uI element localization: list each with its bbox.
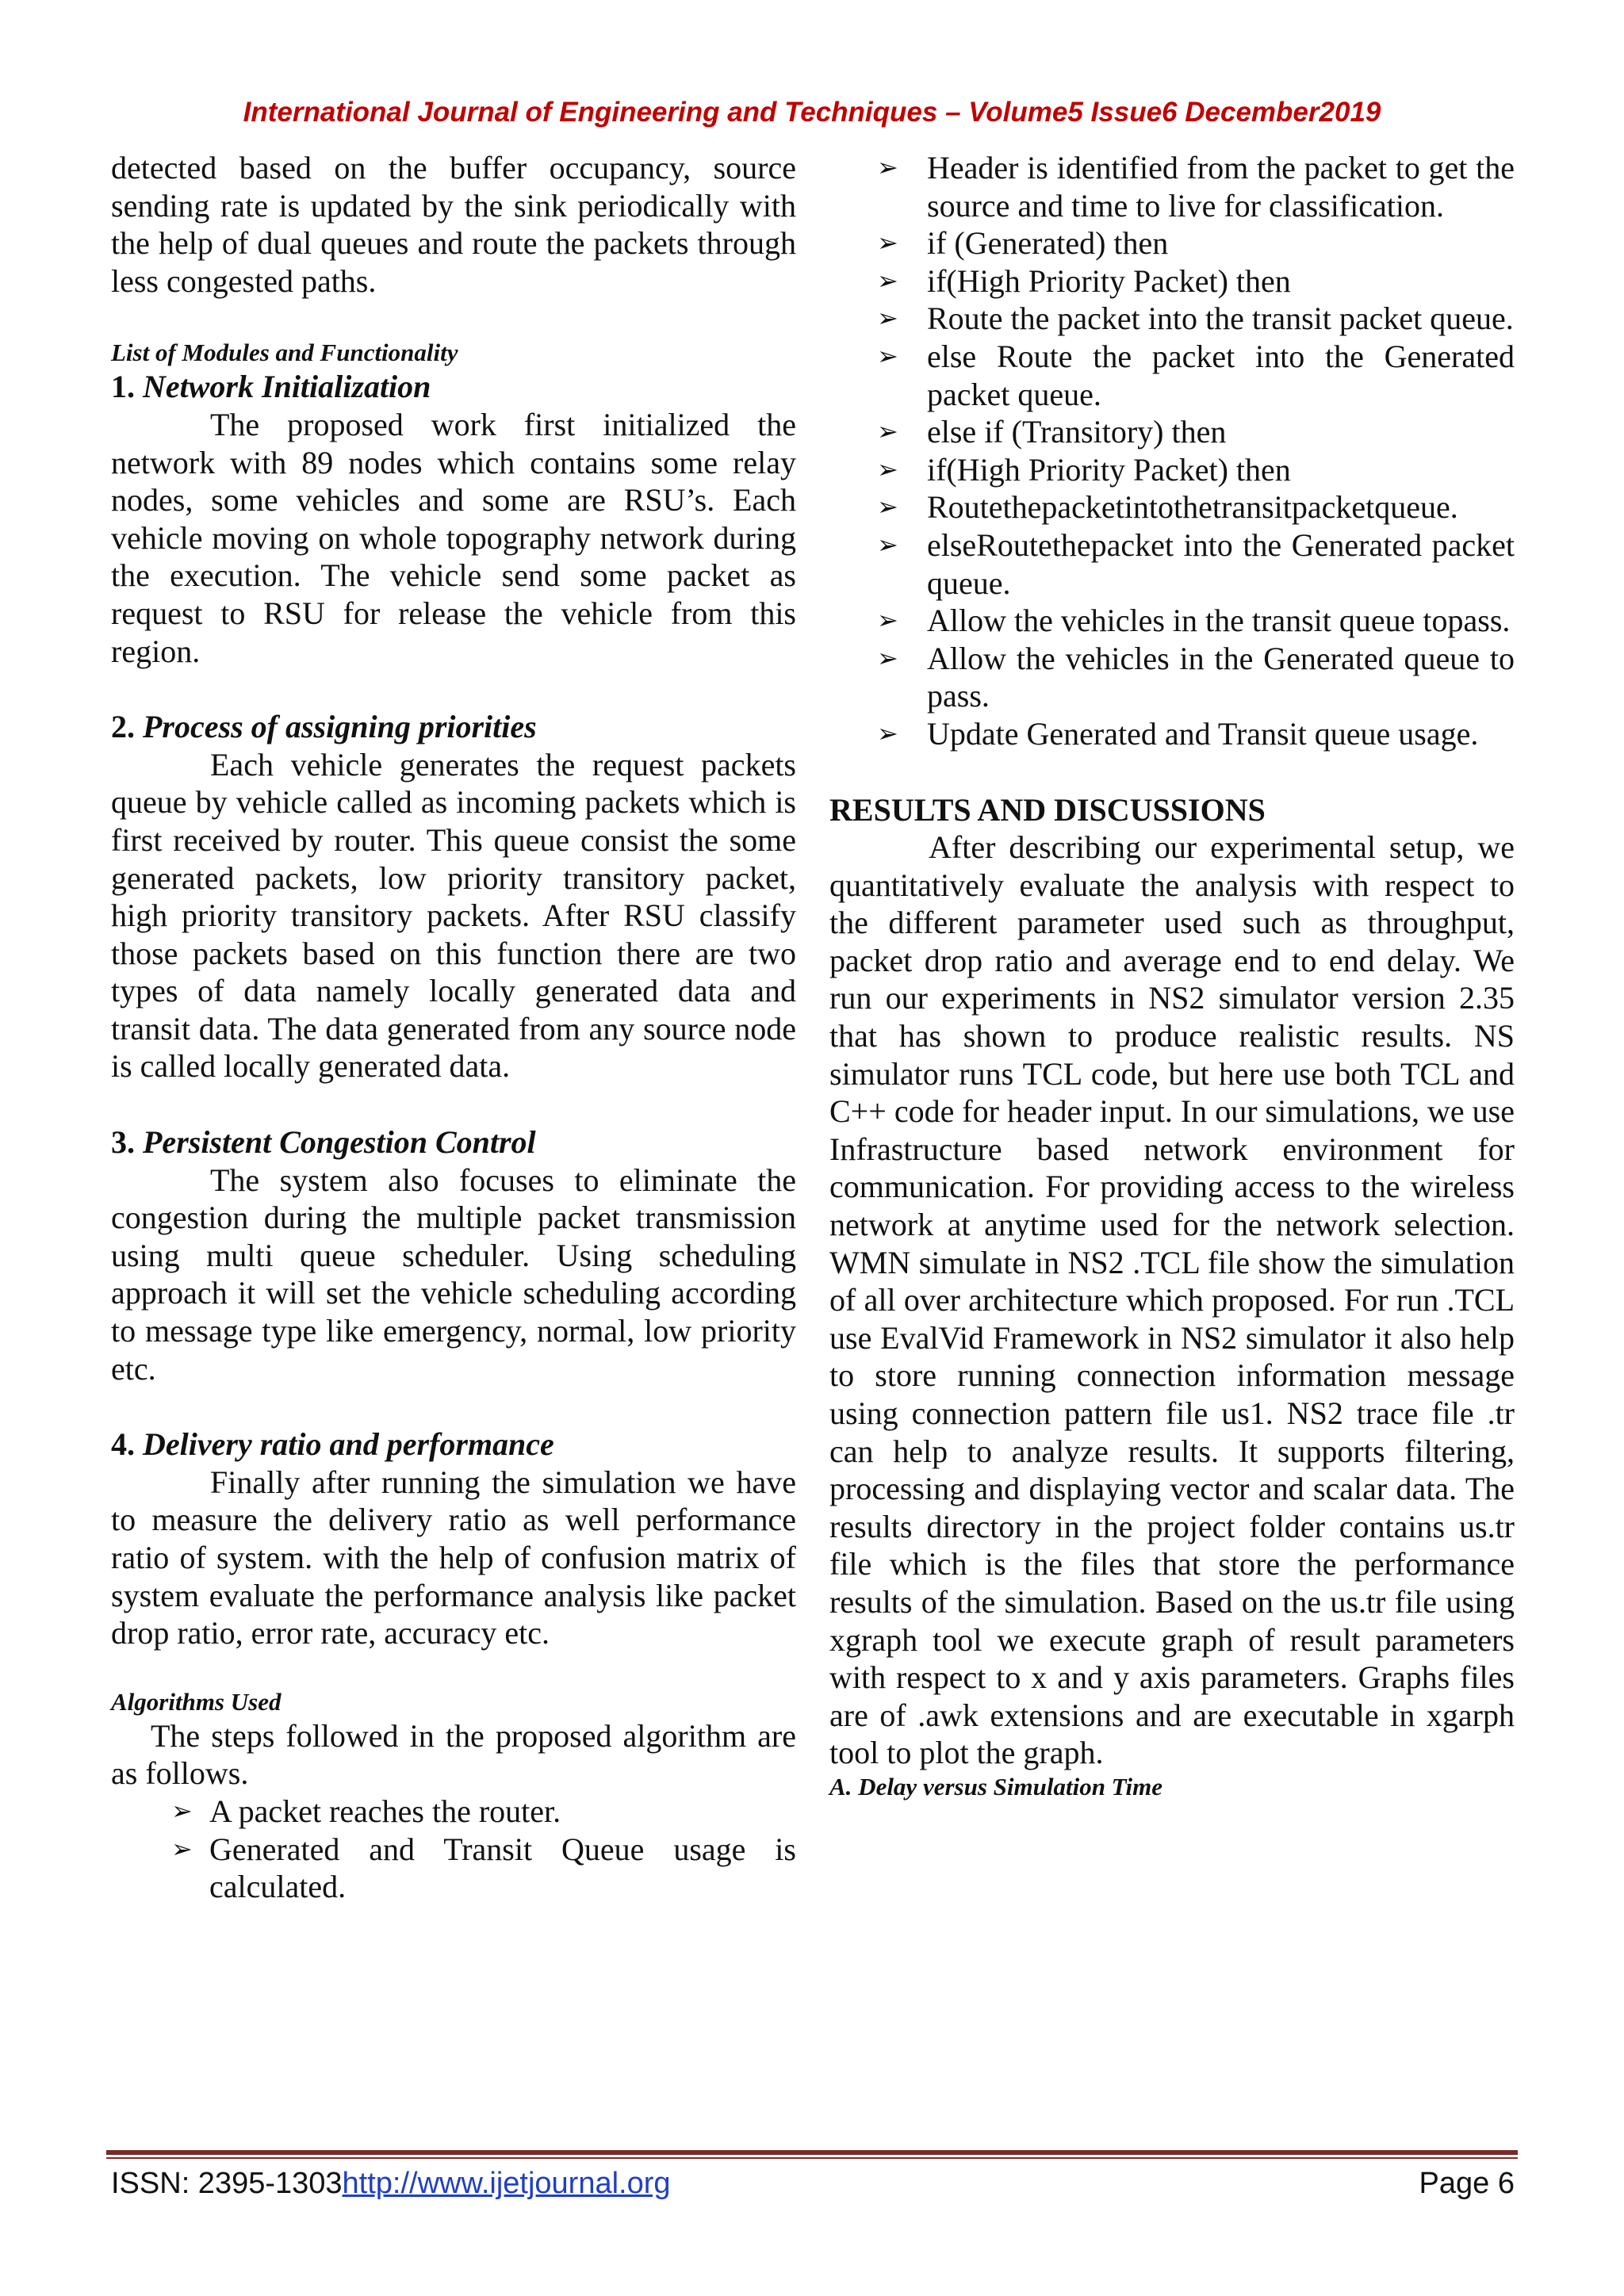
step-text: elseRoutethepacket into the Generated packet queue. [927, 526, 1515, 601]
results-heading: RESULTS AND DISCUSSIONS [829, 791, 1266, 828]
list-item [829, 413, 1515, 451]
algorithms-intro: The steps followed in the proposed algorithm are as follows. [111, 1717, 796, 1792]
step-text: if (Generated) then [927, 225, 1169, 262]
footer-rule [106, 2150, 1518, 2155]
list-item [829, 300, 1515, 338]
step-text: Route the packet into the transit packet queue. [927, 300, 1514, 337]
list-item [829, 149, 1515, 224]
module-3-title: Persistent Congestion Control [143, 1124, 536, 1161]
module-4-number: 4. [111, 1426, 135, 1463]
module-1-text: The proposed work first initialized the network with 89 nodes which contains some relay nodes, some vehicles and some are RSU’s. Each vehicle moving on whole topography network during the execution. The vehicle send some packet as request to RSU for release the vehicle from this region. [111, 406, 796, 669]
module-3-heading [111, 1123, 796, 1161]
footer-issn: ISSN: 2395-1303 [111, 2167, 343, 2200]
module-2-heading [111, 708, 796, 746]
arrow-bullet-icon: ➢ [877, 304, 898, 333]
algorithm-steps-list-cont [829, 149, 1515, 753]
step-text: Header is identified from the packet to get the source and time to live for classification. [927, 150, 1515, 224]
list-item [829, 224, 1515, 262]
module-2-text: Each vehicle generates the request packets queue by vehicle called as incoming packets which is first received by router. This queue consist the some generated packets, low priority transitory packet, high priority transitory packets. After RSU classify those packets based on this function there are two types of data namely locally generated data and transit data. The data generated from any source node is called locally generated data. [111, 746, 796, 1085]
results-text: After describing our experimental setup, we quantitatively evaluate the analysis with respect to the different parameter used such as throughput, packet drop ratio and average end to end delay. We run our experiments in NS2 simulator version 2.35 that has shown to produce realistic results. NS simulator runs TCL code, but here use both TCL and C++ code for header input. In our simulations, we use Infrastructure based network environment for communication. For providing access to the wireless network at anytime used for the network selection. WMN simulate in NS2 .TCL file show the simulation of all over architecture which proposed. For run .TCL use EvalVid Framework in NS2 simulator it also help to store running connection information message using connection pattern file us1. NS2 trace file .tr can help to analyze results. It supports filtering, processing and displaying vector and scalar data. The results directory in the project folder contains us.tr file which is the files that store the performance results of the simulation. Based on the us.tr file using xgraph tool we execute graph of result parameters with respect to x and y axis parameters. Graphs files are of .awk extensions and are executable in xgarph tool to plot the graph. [829, 829, 1515, 1771]
arrow-bullet-icon: ➢ [171, 1796, 193, 1825]
module-2-title: Process of assigning priorities [143, 709, 537, 745]
algorithms-heading: Algorithms Used [111, 1687, 282, 1716]
step-text: Generated and Transit Queue usage is calculated. [209, 1831, 796, 1905]
step-text: if(High Priority Packet) then [927, 262, 1291, 299]
journal-link[interactable]: http://www.ijetjournal.org [342, 2167, 671, 2200]
page-number: Page 6 [1419, 2167, 1515, 2200]
arrow-bullet-icon: ➢ [877, 153, 898, 182]
arrow-bullet-icon: ➢ [877, 341, 898, 370]
module-4-text: Finally after running the simulation we have to measure the delivery ratio as well performance ratio of system. with the help of confusion matrix of system evaluate the performance analysis like packet drop ratio, error rate, accuracy etc. [111, 1464, 796, 1651]
arrow-bullet-icon: ➢ [877, 643, 898, 672]
footer-issn-line [111, 2166, 671, 2201]
module-2-number: 2. [111, 709, 135, 745]
list-item [829, 640, 1515, 715]
module-4-heading [111, 1425, 796, 1464]
list-item [829, 488, 1515, 526]
arrow-bullet-icon: ➢ [877, 417, 898, 446]
module-1-number: 1. [111, 369, 135, 405]
module-4-title: Delivery ratio and performance [143, 1426, 554, 1463]
arrow-bullet-icon: ➢ [171, 1834, 193, 1863]
list-item [829, 715, 1515, 753]
algorithm-steps-list [111, 1793, 796, 1906]
module-3-number: 3. [111, 1124, 135, 1161]
step-text: if(High Priority Packet) then [927, 451, 1291, 488]
list-item [111, 1831, 796, 1906]
arrow-bullet-icon: ➢ [877, 454, 898, 484]
list-item [829, 451, 1515, 489]
journal-header: International Journal of Engineering and Techniques – Volume5 Issue6 December2019 [243, 97, 1381, 128]
list-item [829, 526, 1515, 602]
modules-heading: List of Modules and Functionality [111, 339, 458, 367]
list-item [829, 262, 1515, 300]
module-3-text: The system also focuses to eliminate the congestion during the multiple packet transmission using multi queue scheduler. Using scheduling approach it will set the vehicle scheduling according to message type like emergency, normal, low priority etc. [111, 1161, 796, 1387]
step-text: A packet reaches the router. [209, 1793, 561, 1829]
step-text: else if (Transitory) then [927, 414, 1227, 450]
arrow-bullet-icon: ➢ [877, 228, 898, 258]
module-1-title: Network Initialization [143, 369, 431, 405]
arrow-bullet-icon: ➢ [877, 606, 898, 635]
intro-paragraph: detected based on the buffer occupancy, source sending rate is updated by the sink periodically with the help of dual queues and route the packets through less congested paths. [111, 150, 796, 299]
step-text: Routethepacketintothetransitpacketqueue. [927, 489, 1458, 526]
subsection-heading: A. Delay versus Simulation Time [829, 1772, 1162, 1800]
right-column [829, 149, 1515, 1802]
arrow-bullet-icon: ➢ [877, 530, 898, 559]
step-text: Update Generated and Transit queue usage. [927, 715, 1479, 752]
list-item [829, 602, 1515, 640]
list-item [111, 1793, 796, 1831]
list-item [829, 338, 1515, 413]
arrow-bullet-icon: ➢ [877, 266, 898, 295]
left-column [111, 149, 796, 1906]
arrow-bullet-icon: ➢ [877, 492, 898, 522]
module-1-heading [111, 368, 796, 406]
step-text: Allow the vehicles in the Generated queue to pass. [927, 640, 1515, 714]
step-text: Allow the vehicles in the transit queue topass. [927, 603, 1511, 639]
step-text: else Route the packet into the Generated packet queue. [927, 338, 1515, 412]
arrow-bullet-icon: ➢ [877, 718, 898, 748]
footer-rule-thin [106, 2157, 1518, 2159]
